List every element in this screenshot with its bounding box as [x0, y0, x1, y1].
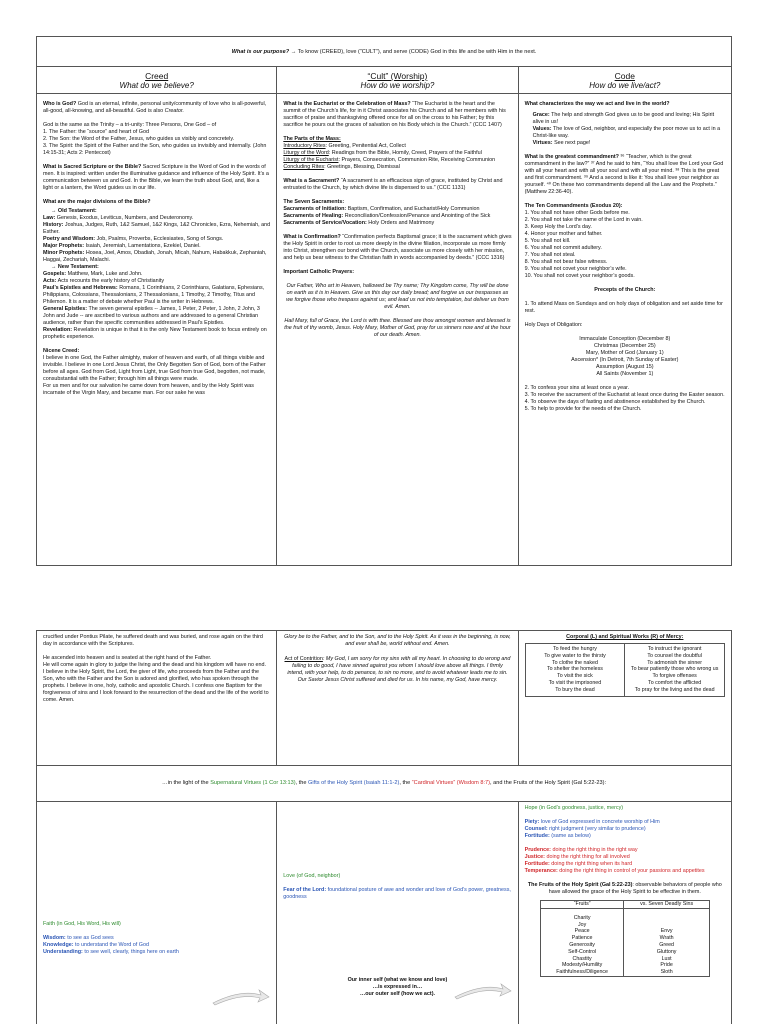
purpose-answer: → To know (CREED), love (“CULT”), and serve (CODE) God in this life and be with Him in the next.: [290, 49, 537, 55]
text-span: See next page!: [552, 140, 591, 146]
text-span: What is Confirmation?: [283, 234, 341, 240]
text-span: : observable behaviors of people who have allowed the grace of the Holy Spirit to be effective in them.: [548, 882, 722, 895]
list-item: 6. You shall not commit adultery.: [524, 245, 602, 251]
precepts-label: Precepts of the Church:: [594, 287, 656, 293]
text-span: Values:: [532, 126, 552, 132]
text-span: doing the right thing when its hard: [549, 861, 633, 867]
text-span: 3. The Spirit: the Spirit of the Father and the Son, who guides us invisibly and internally. (John 14:15-31; Acts 2: Pentecost): [43, 143, 267, 156]
text-span: Wrath: [659, 935, 674, 942]
text-span: What are the major divisions of the Bible?: [43, 199, 151, 205]
text-span: To give water to the thirsty: [544, 652, 606, 659]
cult-header: [277, 67, 517, 94]
text-span: Understanding:: [43, 949, 83, 955]
text-span: He ascended into heaven and is seated at the right hand of the Father.: [43, 655, 212, 661]
text-span: Revelation:: [43, 327, 73, 333]
text-span: Concluding Rites: [283, 164, 325, 170]
nicene-creed-text: I believe in one God, the Father almighty, maker of heaven and earth, of all things visible and invisible. I believe in one Lord Jesus Christ, the Only Begotten Son of God, born of the Father before all ages. God from God, Light from Light, true God from true God, begotten, not made, consubstantial with the Father; through him all things were made.: [43, 355, 266, 382]
list-item: Mary, Mother of God (January 1): [585, 350, 664, 356]
text-span: The Fruits of the Holy Spirit (Gal 5:22-23): [527, 882, 633, 888]
text-span: To bear patiently those who wrong us: [630, 666, 719, 673]
text-span: Isaiah, Jeremiah, Lamentations, Ezekiel, Daniel.: [84, 243, 201, 249]
cult-column: [277, 67, 518, 565]
old-testament-list: [43, 215, 270, 264]
list-item: [43, 271, 270, 278]
text-span: The Ten Commandments (Exodus 20):: [524, 203, 623, 209]
text-span: Self-Control: [568, 948, 597, 955]
text-span: To counsel the doubtful: [647, 652, 702, 659]
code-header: [519, 67, 731, 94]
text-span: Matthew, Mark, Luke and John.: [66, 271, 143, 277]
text-span: doing the right thing in control of your passions and appetites: [557, 868, 705, 874]
text-span: : Greetings, Blessing, Dismissal: [324, 164, 400, 170]
text-span: Hosea, Joel, Amos, Obadiah, Jonah, Micah, Nahum, Habakkuk, Zephaniah, Haggai, Zechariah, Malachi.: [43, 250, 267, 263]
text-span: God is an eternal, infinite, personal unity/community of love who is all-powerful, all-good, all-knowing, and all-beautiful. God is also: [43, 101, 267, 114]
text-span: Fortitude:: [524, 861, 550, 867]
list-item: [525, 819, 725, 826]
glory-be-prayer: Glory be to the Father, and to the Son, and to the Holy Spirit. As it was in the beginning, is now, and ever shall be, world without end. Amen.: [284, 634, 511, 647]
text-span: Patience: [571, 935, 593, 942]
spiritual-works: [625, 644, 725, 697]
text-span: Fortitude:: [524, 833, 550, 839]
seven-sacraments: [283, 199, 511, 227]
text-span: What is Sacred Scripture or the Bible?: [43, 164, 142, 170]
text-span: Wisdom:: [43, 935, 66, 941]
text-span: To comfort the afflicted: [648, 679, 702, 686]
text-span: To visit the sick: [557, 673, 593, 680]
faith-heading: Faith (in God, His Word, His will): [43, 921, 121, 927]
text-span: To feed the hungry: [553, 646, 597, 652]
list-item: [43, 250, 270, 264]
nicene-creed-label: Nicene Creed:: [43, 348, 80, 354]
text-span: Job, Psalms, Proverbs, Ecclesiastes, Song of Songs.: [95, 236, 224, 242]
text-span: : My God, I am sorry for my sins with all my heart. In choosing to do wrong and failing to do good, I have sinned against you whom I should love above all things. I firmly intend, with your help, to do penance, to sin no more, and to avoid whatever leads me to sin. Our Savior Jesus Christ suffered and died for us. In his name, my God, have mercy.: [287, 656, 511, 683]
fruits-table: [540, 900, 710, 977]
text-span: Pride: [660, 962, 673, 969]
text-span: Romans, 1 Corinthians, 2 Corinthians, Galatians, Ephesians, Philippians, Colossians, Thessalonians, 2 Thessalonians, 1 Timothy, 2 Timothy, Titus and Philemon. It is a matter of debate whether Paul is the writer in Hebrews.: [43, 285, 265, 305]
text-span: To shelter the homeless: [546, 666, 603, 673]
code-title: Code: [614, 71, 635, 81]
new-testament-list: [43, 271, 270, 341]
list-item: [43, 327, 270, 341]
text-span: Major Prophets:: [43, 243, 85, 249]
list-item: 2. You shall not take the name of the Lord in vain.: [524, 217, 643, 223]
text-span: Sacraments of Service/Vocation:: [283, 220, 367, 226]
hail-mary-prayer: Hail Mary, full of Grace, the Lord is with thee. Blessed are thou amongst women and blessed is the fruit of thy womb, Jesus. Holy Mary, Mother of God, pray for us sinners now and at the hour of our death. Amen.: [284, 318, 511, 338]
purpose-question: What is our purpose?: [231, 49, 290, 55]
text-span: doing the right thing in the right way: [550, 847, 638, 853]
text-span: Joy: [577, 921, 587, 928]
list-item: 10. You shall not covet your neighbor’s goods.: [524, 273, 635, 279]
list-item: [43, 306, 270, 327]
text-span: To clothe the naked: [551, 659, 598, 666]
act-of-contrition: [283, 656, 511, 684]
text-span: Baptism, Confirmation, and Eucharist/Holy Communion: [346, 206, 480, 212]
text-span: Liturgy of the Word: [283, 150, 329, 156]
text-span: “Cardinal Virtues” (Wisdom 8:7): [411, 780, 491, 786]
list-item: 3. To receive the sacrament of the Eucharist at least once during the Easter season.: [524, 392, 725, 398]
nicene-creed-text-2: For us men and for our salvation he came down from heaven, and by the Holy Spirit was incarnate of the Virgin Mary, and became man. For our sake he was: [43, 383, 254, 396]
list-item: [525, 847, 725, 854]
list-item: [43, 935, 270, 942]
hope-column: [519, 801, 731, 1024]
prayers-continuation: [277, 631, 518, 765]
text-span: Generosity: [569, 941, 595, 948]
prayers-label: [283, 269, 511, 276]
text-span: Liturgy of the Eucharist: [283, 157, 339, 163]
new-testament-label: → New Testament:: [51, 264, 99, 270]
text-span: , and the Fruits of the Holy Spirit (Gal 5:22-23):: [490, 780, 606, 786]
ten-commandments: [525, 203, 725, 280]
text-span: God is the same as the Trinity – a tri-unity: Three Persons, One God – of: [43, 122, 217, 128]
text-span: to see as God sees: [65, 935, 114, 941]
text-span: The help and strength God gives us to be good and loving; His Spirit alive in us!: [532, 112, 715, 125]
text-span: Peace: [574, 928, 590, 935]
holy-days-list: [525, 336, 725, 378]
sacrament-text: [283, 178, 511, 192]
mass-text: [283, 101, 511, 129]
text-span: “Confirmation perfects Baptismal grace; it is the sacrament which gives the Holy Spirit in order to root us more deeply in the divine filiation, incorporate us more firmly into Christ, strengthen our bond with the Church, associate us more closely with her mission, and help us bear witness to the Christian faith in words accompanied by deeds.” (CCC 1316): [283, 234, 512, 261]
list-item: [43, 285, 270, 306]
text-span: What is the Eucharist or the Celebration of Mass?: [283, 101, 411, 107]
creed-subtitle: What do we believe?: [119, 81, 194, 90]
text-span: What is a Sacrament?: [283, 178, 340, 184]
text-span: Grace:: [532, 112, 550, 118]
works-label: Corporal (L) and Spiritual Works (R) of Mercy:: [566, 634, 684, 640]
list-item: 4. To observe the days of fasting and abstinence established by the Church.: [524, 399, 706, 405]
text-span: Piety:: [524, 819, 540, 825]
text-span: Joshua, Judges, Ruth, 1&2 Samuel, 1&2 Kings, 1&2 Chronicles, Ezra, Nehemiah, and Esther.: [43, 222, 271, 235]
cult-title: “Cult” (Worship): [367, 71, 428, 81]
list-item: 2. To confess your sins at least once a year.: [524, 385, 630, 391]
text-span: Gifts of the Holy Spirit (Isaiah 11:1-2): [308, 780, 400, 786]
creed-column: [37, 67, 277, 565]
text-span: Modesty/Humility: [561, 962, 603, 969]
text-span: Who is God?: [43, 101, 77, 107]
list-item: [43, 278, 270, 285]
corporal-works: [525, 644, 625, 697]
list-item: Assumption (August 15): [596, 364, 654, 370]
text-span: 1. The Father: the “source” and heart of God: [43, 129, 149, 135]
characterizes-question: [525, 101, 725, 108]
list-item: 5. You shall not kill.: [524, 238, 571, 244]
text-span: to understand the Word of God: [73, 942, 149, 948]
text-span: What characterizes the way we act and live in the world?: [524, 101, 670, 107]
text-span: Poetry and Wisdom:: [43, 236, 96, 242]
greatest-commandment: [525, 154, 725, 196]
text-span: To admonish the sinner: [647, 659, 703, 666]
text-span: To forgive offenses: [652, 673, 697, 680]
text-span: To bury the dead: [555, 686, 595, 693]
our-father-prayer: Our Father, Who art in Heaven, hallowed be Thy name; Thy Kingdom come, Thy will be done on earth as it is in Heaven. Give us this day our daily bread; and forgive us our trespasses as we forgive those who trespass against us; and lead us not into temptation, but deliver us from evil. Amen.: [286, 283, 509, 310]
cult-subtitle: How do we worship?: [360, 81, 435, 90]
hope-gifts: [525, 819, 725, 840]
text-span: Justice:: [524, 854, 545, 860]
confirmation-text: [283, 234, 511, 262]
text-span: General Epistles:: [43, 306, 88, 312]
text-span: foundational posture of awe and wonder and love of God’s power, greatness, goodness: [283, 887, 511, 900]
works-of-mercy: [519, 631, 731, 765]
text-span: Prudence:: [524, 847, 551, 853]
text-span: To visit the imprisoned: [548, 679, 602, 686]
text-span: to see well, clearly, things here on earth: [82, 949, 179, 955]
text-span: “The Eucharist is the heart and the summit of the Church’s life, for in it Christ associates his Church and all her members with his sacrifice of praise and thanksgiving offered once for all on the cross to his Father; by this sacrifice he pours out the graces of salvation on his Body which is the Church.” (CCC 1407): [283, 101, 506, 128]
creed-header: [37, 67, 276, 94]
text-span: …in the light of the: [161, 780, 211, 786]
list-item: [43, 222, 270, 236]
text-span: Revelation is unique in that it is the only New Testament book to focus entirely on prophetic experience.: [43, 327, 267, 340]
text-span: Paul’s Epistles and Hebrews:: [43, 285, 118, 291]
text-span: I believe in the Holy Spirit, the Lord, the giver of life, who proceeds from the Father and the Son, who with the Father and the Son is adored and glorified, who has spoken through the prophets. I believe in one, holy, catholic and apostolic Church. I confess one Baptism for the forgiveness of sins and I look forward to the resurrection of the dead and the life of the world to come. Amen.: [43, 669, 269, 703]
text-span: Sacraments of Healing:: [283, 213, 344, 219]
list-item: Ascension* (In Detroit, 7th Sunday of Easter): [571, 357, 679, 363]
hope-heading: Hope (in God’s goodness, justice, mercy): [524, 805, 624, 811]
text-span: He will come again in glory to judge the living and the dead and his kingdom will have no end.: [43, 662, 266, 668]
code-column: [519, 67, 731, 565]
text-span: Introductory Rites: [283, 143, 326, 149]
list-item: [525, 868, 725, 875]
right-arrow-icon: [211, 987, 271, 1007]
right-arrow-icon: [453, 981, 513, 1001]
text-span: Greed: [659, 941, 674, 948]
text-span: Gluttony: [656, 948, 677, 955]
list-item: [43, 243, 270, 250]
text-span: right judgment (very similar to prudence): [547, 826, 646, 832]
text-span: : Readings from the Bible, Homily, Creed, Prayers of the Faithful: [328, 150, 482, 156]
list-item: 4. Honor your mother and father.: [524, 231, 603, 237]
text-span: (same as below): [549, 833, 591, 839]
text-span: The love of God, neighbor, and especially the poor move us to act in a Christ-like way.: [532, 126, 721, 139]
list-item: [43, 942, 270, 949]
text-span: …is expressed in…: [372, 984, 423, 990]
list-item: [43, 949, 270, 956]
parts-of-mass: [283, 136, 511, 171]
creed-title: Creed: [145, 71, 169, 81]
text-span: History:: [43, 222, 64, 228]
list-item: 7. You shall not steal.: [524, 252, 576, 258]
nicene-continuation: [37, 631, 277, 765]
text-span: Sacred Scripture is the Word of God in the words of men. It is inspired: written under the illuminative guidance and influence of the Holy Spirit. It’s a communication between us and God. In the Bible, we learn the truth about God, and, like a light or a lantern, the Word guides us in our life.: [43, 164, 269, 191]
works-table: [525, 643, 725, 697]
text-span: The seven general epistles -- James, 1 Peter, 2 Peter, 1 John, 2 John, 3 John and Jude -- are ascribed to various authors and are addressed to a general Christian audience, rather than the specific communities addressed in Paul’s Epistles.: [43, 306, 260, 326]
list-item: [43, 236, 270, 243]
text-span: Holy Orders and Matrimony: [366, 220, 435, 226]
text-span: Knowledge:: [43, 942, 74, 948]
text-span: The Parts of the Mass:: [283, 136, 341, 142]
text-span: Virtues:: [532, 140, 553, 146]
holy-days-label: Holy Days of Obligation:: [524, 322, 583, 328]
list-item: [525, 861, 725, 868]
text-span: Important Catholic Prayers:: [283, 269, 355, 275]
list-item: 3. Keep Holy the Lord’s day.: [524, 224, 592, 230]
faith-gifts: [43, 935, 270, 956]
text-span: Sacraments of Initiation:: [283, 206, 347, 212]
text-span: …our outer self (how we act).: [359, 991, 436, 997]
list-item: [43, 215, 270, 222]
list-item: 1. You shall not have other Gods before me.: [524, 210, 630, 216]
text-span: Genesis, Exodus, Leviticus, Numbers, and Deuteronomy.: [55, 215, 194, 221]
text-span: Minor Prophets:: [43, 250, 85, 256]
who-is-god: [43, 101, 270, 115]
text-span: Lust: [661, 955, 672, 962]
list-item: 9. You shall not covet your neighbor’s wife.: [524, 266, 627, 272]
fruits-description: [525, 882, 725, 896]
faith-column: [37, 801, 277, 1024]
trinity-text: [43, 122, 270, 157]
text-span: : Prayers, Consecration, Communion Rite, Receiving Communion: [338, 157, 496, 163]
text-span: Act of Contrition: [284, 656, 323, 662]
list-item: 8. You shall not bear false witness.: [524, 259, 608, 265]
divisions-question: [43, 199, 270, 206]
page-one: [36, 36, 732, 566]
text-span: crucified under Pontius Pilate, he suffered death and was buried, and rose again on the third day in accordance with the Scriptures.: [43, 634, 263, 647]
list-item: Immaculate Conception (December 8): [579, 336, 671, 342]
text-span: , the: [295, 780, 309, 786]
purpose-banner: [37, 37, 731, 67]
text-span: Sloth: [660, 969, 673, 976]
love-gift: [283, 887, 511, 901]
scripture-text: [43, 164, 270, 192]
list-item: [525, 826, 725, 833]
text-span: doing the right thing for all involved: [544, 854, 630, 860]
text-span: Faithfulness/Diligence: [556, 969, 609, 976]
text-span: ³⁶ “Teacher, which is the great commandment in the law?” ³⁷ And he said to him, “You shall love the Lord your God with all your heart and with all your soul and with all your mind. ³⁸ This is the great and first commandment. ³⁹ And a second is like it: You shall love your neighbor as yourself. ⁴⁰ On these two commandments depend all the Law and the Prophets.” (Matthew 22:36-40).: [524, 154, 724, 195]
old-testament-label: → Old Testament:: [51, 208, 97, 214]
cardinal-virtues: [525, 847, 725, 875]
text-span: “A sacrament is an efficacious sign of grace, instituted by Christ and entrusted to the Church, by which divine life is dispensed to us.” (CCC 1131): [283, 178, 503, 191]
text-span: Creator.: [164, 108, 184, 114]
text-span: 2. The Son: the Word of the Father, Jesus, who guides us visibly and concretely.: [43, 136, 235, 142]
text-span: : Greeting, Penitential Act, Collect: [325, 143, 406, 149]
text-span: “Fruits”: [540, 901, 624, 909]
list-item: 5. To help to provide for the needs of the Church.: [524, 406, 642, 412]
list-item: [525, 854, 725, 861]
text-span: Reconciliation/Confession/Penance and Anointing of the Sick: [343, 213, 491, 219]
text-span: The Seven Sacraments:: [283, 199, 345, 205]
list-item: [525, 833, 725, 840]
text-span: Gospels:: [43, 271, 67, 277]
love-column: [277, 801, 518, 1024]
text-span: Acts:: [43, 278, 57, 284]
text-span: Fear of the Lord:: [283, 887, 327, 893]
text-span: love of God expressed in concrete worship of Him: [539, 819, 660, 825]
text-span: To instruct the ignorant: [647, 646, 702, 652]
text-span: To pray for the living and the dead: [634, 686, 715, 693]
text-span: Supernatural Virtues (1 Cor 13:13): [210, 780, 296, 786]
characterizes-list: [525, 112, 725, 147]
light-of-virtues-banner: [37, 765, 731, 802]
list-item: All Saints (November 1): [596, 371, 654, 377]
text-span: Acts recounts the early history of Christianity: [56, 278, 165, 284]
text-span: What is the greatest commandment?: [524, 154, 619, 160]
love-heading: Love (of God, neighbor): [283, 873, 341, 879]
text-span: Our inner self (what we know and love): [347, 977, 448, 983]
list-item: Christmas (December 25): [593, 343, 656, 349]
text-span: Temperance:: [524, 868, 558, 874]
code-subtitle: How do we live/act?: [589, 81, 661, 90]
precept-one: 1. To attend Mass on Sundays and on holy days of obligation and set aside time for rest.: [524, 301, 723, 314]
precepts-rest: [525, 385, 725, 413]
text-span: Counsel:: [524, 826, 548, 832]
text-span: Chastity: [572, 955, 592, 962]
text-span: Charity: [573, 914, 591, 921]
text-span: , the: [399, 780, 412, 786]
page-two: [36, 630, 732, 1024]
text-span: Law:: [43, 215, 56, 221]
text-span: Envy: [660, 928, 673, 935]
text-span: vs. Seven Deadly Sins: [624, 901, 709, 909]
